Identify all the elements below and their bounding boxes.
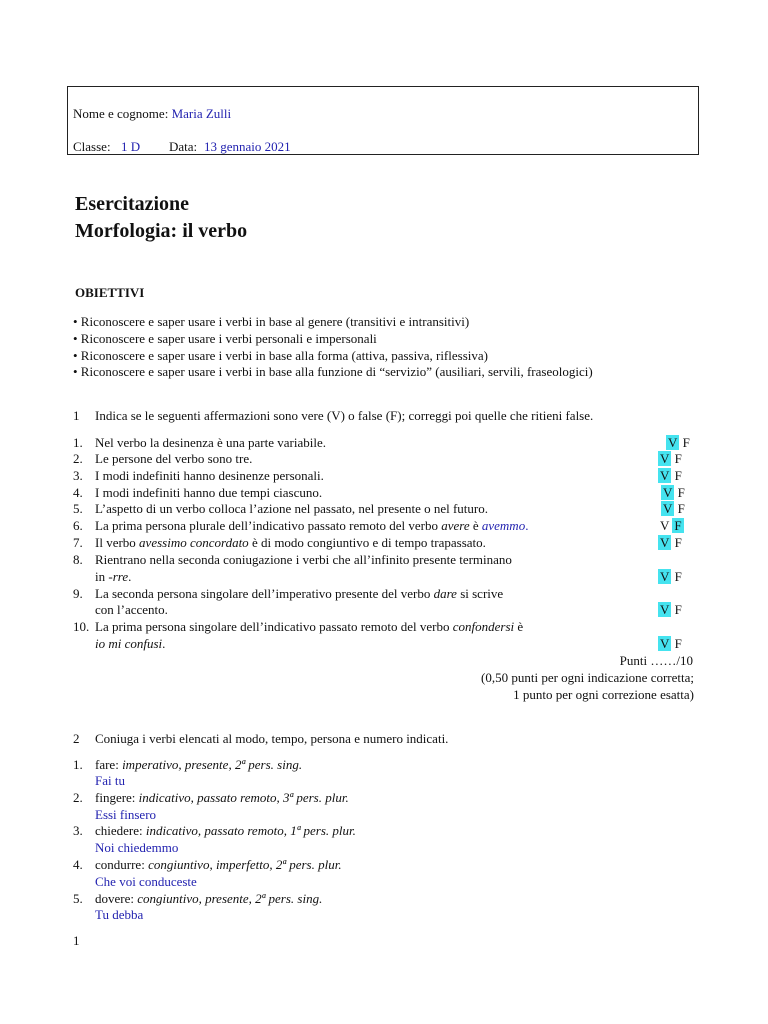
points-score: Punti ……/10 <box>619 653 693 668</box>
ex2-answer: Che voi conduceste <box>95 874 197 889</box>
ending-italic: -rre <box>108 569 129 584</box>
title-line-1: Esercitazione <box>75 193 190 215</box>
v-option-selected: V <box>660 602 670 617</box>
verb: fingere: <box>95 790 139 805</box>
v-option-selected: V <box>660 468 670 483</box>
f-option: F <box>674 535 682 550</box>
text-part: è di modo congiuntivo e di tempo trapassato. <box>248 535 486 550</box>
verb-spec: congiuntivo, imperfetto, 2ª pers. plur. <box>148 857 342 872</box>
ex1-item-text: Nel verbo la desinenza è una parte variabile. <box>95 435 326 450</box>
ex2-answer: Tu debba <box>95 907 144 922</box>
ex1-item-number: 4. <box>73 485 83 500</box>
verb-spec: congiuntivo, presente, 2ª pers. sing. <box>137 891 323 906</box>
name-label: Nome e cognome: <box>73 106 169 121</box>
ex1-item-text <box>95 518 528 534</box>
v-option-selected: V <box>660 451 670 466</box>
ex1-item-number: 10. <box>73 619 90 634</box>
class-value: 1 D <box>121 139 141 154</box>
ex1-item-text-cont <box>95 636 165 652</box>
ex1-item-text-cont <box>95 569 131 585</box>
verb: dovere: <box>95 891 138 906</box>
vf-answer <box>661 501 701 517</box>
ex1-item-number: 3. <box>73 468 83 483</box>
ex2-answer: Noi chiedemmo <box>95 840 179 855</box>
f-option: F <box>674 569 682 584</box>
f-option: F <box>677 501 685 516</box>
verb: condurre: <box>95 857 149 872</box>
vf-answer <box>666 435 706 451</box>
ex2-answer: Essi finsero <box>95 807 157 822</box>
v-option-selected: V <box>663 485 673 500</box>
verb-spec: imperativo, presente, 2ª pers. sing. <box>122 757 303 772</box>
form-italic: io mi confusi <box>95 636 163 651</box>
objectives-heading: OBIETTIVI <box>75 285 145 300</box>
ex1-item-number: 8. <box>73 552 83 567</box>
text-part: La seconda persona singolare dell’imperativo presente del verbo <box>95 586 434 601</box>
verb: fare: <box>95 757 123 772</box>
v-option-selected: V <box>660 636 670 651</box>
verb-italic: dare <box>433 586 457 601</box>
text-part: La prima persona singolare dell’indicativo passato remoto del verbo <box>95 619 453 634</box>
name-row <box>73 106 231 122</box>
ex1-item-text <box>95 586 503 602</box>
verb-spec: indicativo, passato remoto, 1ª pers. plur. <box>145 823 356 838</box>
exercise1-number: 1 <box>73 408 80 423</box>
vf-answer <box>660 518 700 534</box>
text-part: La prima persona plurale dell’indicativo passato remoto del verbo <box>95 518 442 533</box>
ex2-item-number: 2. <box>73 790 83 805</box>
title-line-2: Morfologia: il verbo <box>75 220 248 242</box>
verb-italic: confondersi <box>452 619 515 634</box>
text-part: in <box>95 569 109 584</box>
class-label: Classe: <box>73 139 111 154</box>
ex1-item-number: 2. <box>73 451 83 466</box>
ex1-item-number: 5. <box>73 501 83 516</box>
ex1-item-number: 1. <box>73 435 83 450</box>
text-part: . <box>128 569 132 584</box>
f-option: F <box>674 602 682 617</box>
text-part: è <box>469 518 482 533</box>
ex2-item-number: 4. <box>73 857 83 872</box>
ex2-item-text <box>95 857 342 873</box>
exercise2-instruction: Coniuga i verbi elencati al modo, tempo, persona e numero indicati. <box>95 731 449 746</box>
text-part: si scrive <box>456 586 504 601</box>
v-option-selected: V <box>663 501 673 516</box>
ex1-item-text: L’aspetto di un verbo colloca l’azione nel passato, nel presente o nel futuro. <box>95 501 489 516</box>
vf-answer <box>658 468 698 484</box>
ex1-item-text <box>95 619 523 635</box>
ex1-item-text: Rientrano nella seconda coniugazione i verbi che all’infinito presente terminano <box>95 552 512 567</box>
v-option-selected: V <box>660 569 670 584</box>
text-part: Il verbo <box>95 535 140 550</box>
vf-answer <box>658 602 698 618</box>
ex1-item-number: 7. <box>73 535 83 550</box>
f-option: F <box>674 451 682 466</box>
objective-item: • Riconoscere e saper usare i verbi personali e impersonali <box>73 331 377 346</box>
ex2-answer: Fai tu <box>95 773 125 788</box>
v-option-selected: V <box>668 435 678 450</box>
ex1-item-text-cont: con l’accento. <box>95 602 168 617</box>
verb-italic: avessimo concordato <box>139 535 249 550</box>
objective-item: • Riconoscere e saper usare i verbi in base al genere (transitivi e intransitivi) <box>73 314 470 329</box>
ex1-item-text: I modi indefiniti hanno desinenze personali. <box>95 468 324 483</box>
ex2-item-number: 3. <box>73 823 83 838</box>
points-note-2: 1 punto per ogni correzione esatta) <box>513 687 694 702</box>
verb-spec: indicativo, passato remoto, 3ª pers. plur. <box>138 790 349 805</box>
text-part: . <box>162 636 166 651</box>
ex1-item-text <box>95 535 486 551</box>
ex1-item-number: 9. <box>73 586 83 601</box>
vf-answer <box>658 451 698 467</box>
vf-answer <box>658 569 698 585</box>
points-note-1: (0,50 punti per ogni indicazione corretta; <box>481 670 694 685</box>
student-correction: avemmo <box>481 518 526 533</box>
ex2-item-number: 1. <box>73 757 83 772</box>
ex2-item-text <box>95 823 356 839</box>
ex1-item-text: I modi indefiniti hanno due tempi ciascuno. <box>95 485 323 500</box>
vf-answer <box>658 636 698 652</box>
vf-answer <box>661 485 701 501</box>
objective-item: • Riconoscere e saper usare i verbi in base alla funzione di “servizio” (ausiliari, servili, fraseologici) <box>73 364 593 379</box>
name-value: Maria Zulli <box>171 106 232 121</box>
ex1-item-number: 6. <box>73 518 83 533</box>
date-label: Data: <box>169 139 198 154</box>
exercise1-instruction: Indica se le seguenti affermazioni sono vere (V) o false (F); correggi poi quelle che ritieni false. <box>95 408 594 423</box>
f-option: F <box>674 468 682 483</box>
f-option: F <box>682 435 690 450</box>
v-option-selected: V <box>660 535 670 550</box>
page-number: 1 <box>73 933 80 948</box>
date-value: 13 gennaio 2021 <box>204 139 291 154</box>
ex2-item-number: 5. <box>73 891 83 906</box>
verb: chiedere: <box>95 823 146 838</box>
f-option: F <box>674 636 682 651</box>
ex2-item-text <box>95 891 322 907</box>
text-part: . <box>525 518 529 533</box>
ex2-item-text <box>95 790 349 806</box>
objective-item: • Riconoscere e saper usare i verbi in base alla forma (attiva, passiva, riflessiva) <box>73 348 488 363</box>
exercise2-number: 2 <box>73 731 80 746</box>
ex1-item-text: Le persone del verbo sono tre. <box>95 451 253 466</box>
vf-answer <box>658 535 698 551</box>
f-option-selected: F <box>674 518 682 533</box>
f-option: F <box>677 485 685 500</box>
verb-italic: avere <box>441 518 470 533</box>
v-option: V <box>660 518 670 533</box>
text-part: è <box>514 619 524 634</box>
ex2-item-text <box>95 757 302 773</box>
